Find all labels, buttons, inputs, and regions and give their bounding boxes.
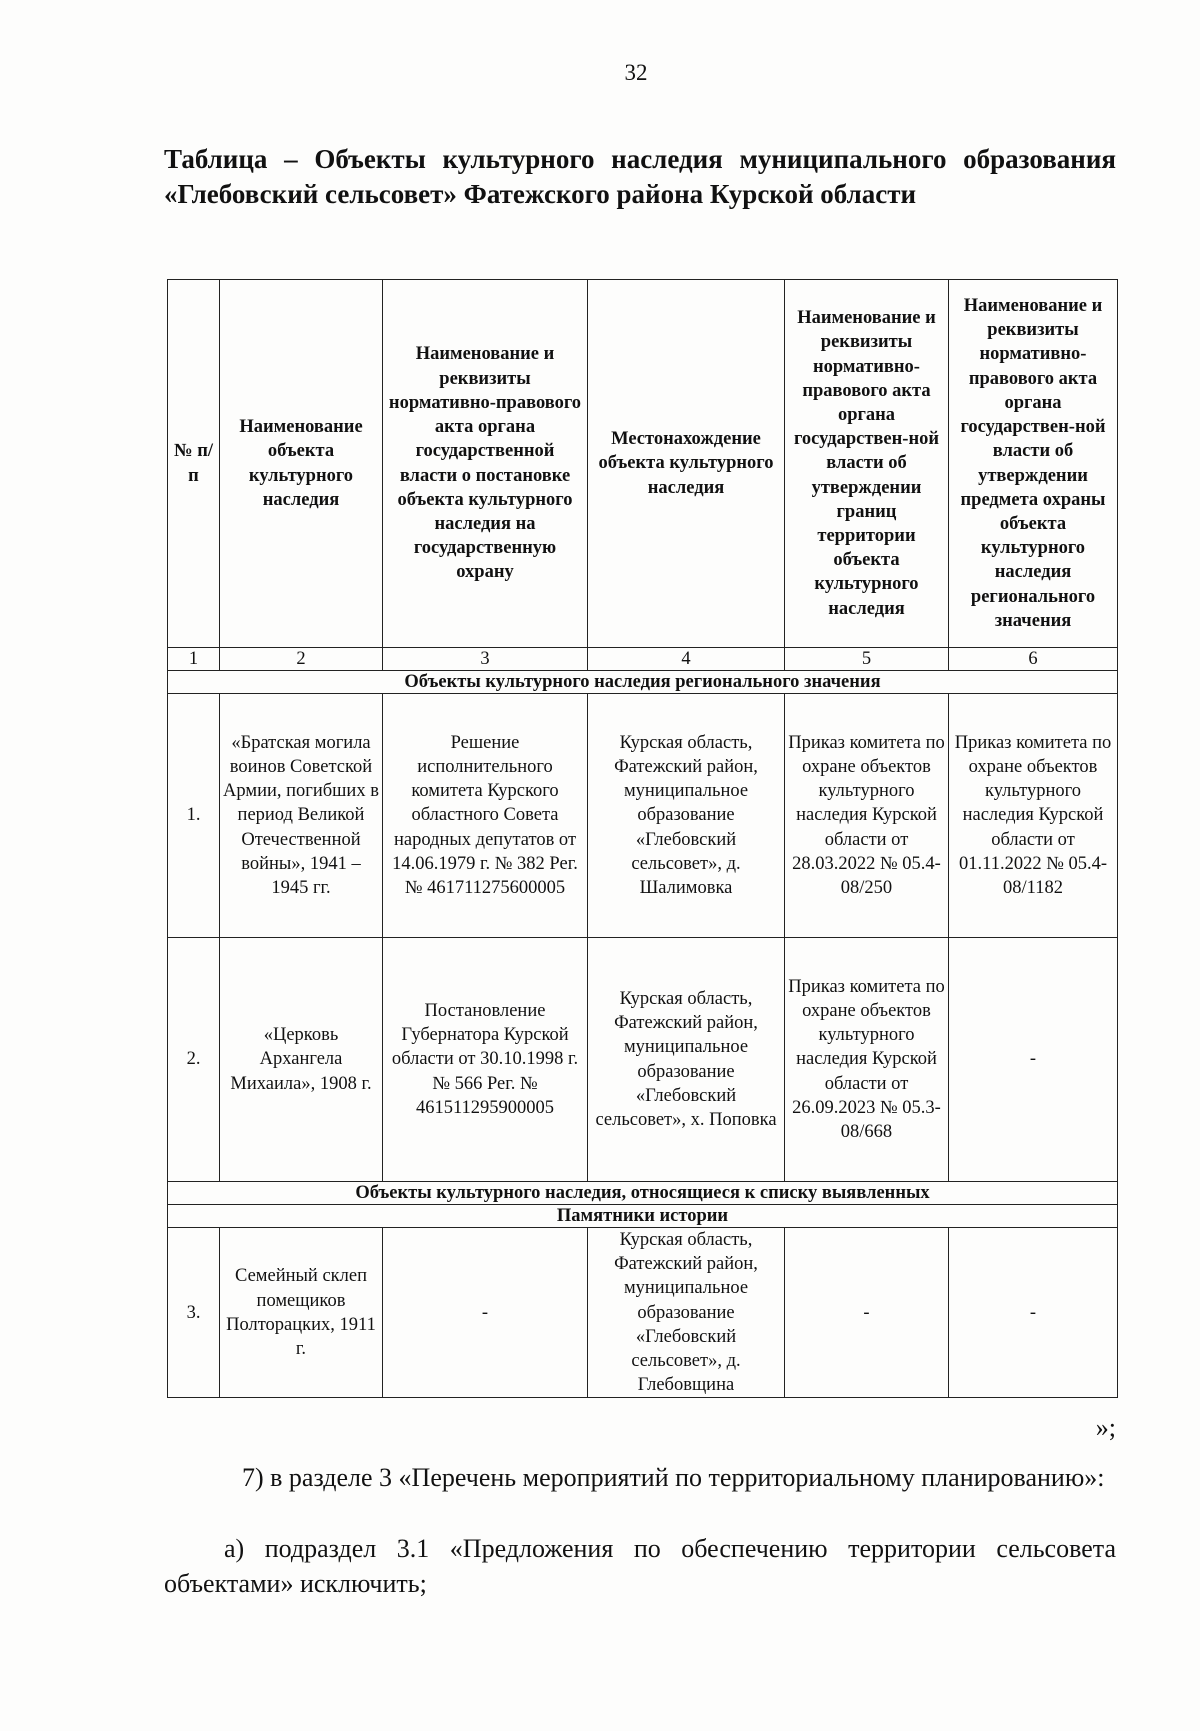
section-row	[168, 671, 1118, 694]
page-number: 32	[624, 60, 648, 85]
cell-act: Постановление Губернатора Курской области от 30.10.1998 г. № 566 Рег. № 461511295900005	[383, 938, 588, 1182]
cell-name: «Церковь Архангела Михаила», 1908 г.	[220, 938, 383, 1182]
cell-num: 1.	[168, 694, 220, 938]
header-name: Наименование объекта культурного наследия	[220, 280, 383, 648]
table-row	[168, 938, 1118, 1182]
cell-subject: -	[949, 1228, 1118, 1398]
column-number: 3	[383, 648, 588, 671]
column-number-row	[168, 648, 1118, 671]
column-number: 4	[588, 648, 785, 671]
cell-borders: Приказ комитета по охране объектов культурного наследия Курской области от 28.03.2022 № 05.4-08/250	[785, 694, 949, 938]
cell-borders: -	[785, 1228, 949, 1398]
cell-act: -	[383, 1228, 588, 1398]
section-row	[168, 1205, 1118, 1228]
paragraph-subsection-3-1-text: а) подраздел 3.1 «Предложения по обеспечению территории сельсовета объектами» исключить;	[164, 1534, 1116, 1598]
paragraph-section-3	[164, 1460, 1116, 1495]
section-history-monuments: Памятники истории	[168, 1205, 1118, 1228]
column-number: 1	[168, 648, 220, 671]
paragraph-subsection-3-1	[164, 1531, 1116, 1601]
section-identified: Объекты культурного наследия, относящиеся к списку выявленных	[168, 1182, 1118, 1205]
cell-subject: -	[949, 938, 1118, 1182]
header-subject: Наименование и реквизиты нормативно-правового акта органа государствен-ной власти об утверждении предмета охраны объекта культурного наследия регионального значения	[949, 280, 1118, 648]
table-title: Таблица – Объекты культурного наследия муниципального образования «Глебовский сельсовет» Фатежского района Курской области	[164, 144, 1116, 209]
cell-num: 3.	[168, 1228, 220, 1398]
column-number: 2	[220, 648, 383, 671]
header-borders: Наименование и реквизиты нормативно-правового акта органа государствен-ной власти об утверждении границ территории объекта культурного наследия	[785, 280, 949, 648]
section-regional: Объекты культурного наследия регионального значения	[168, 671, 1118, 694]
cell-act: Решение исполнительного комитета Курского областного Совета народных депутатов от 14.06.1979 г. № 382 Рег. № 461711275600005	[383, 694, 588, 938]
column-number: 5	[785, 648, 949, 671]
section-row	[168, 1182, 1118, 1205]
cell-name: Семейный склеп помещиков Полторацких, 1911 г.	[220, 1228, 383, 1398]
closing-quote: »;	[1095, 1413, 1116, 1442]
cell-borders: Приказ комитета по охране объектов культурного наследия Курской области от 26.09.2023 № 05.3-08/668	[785, 938, 949, 1182]
cell-name: «Братская могила воинов Советской Армии, погибших в период Великой Отечественной войны», 1941 – 1945 гг.	[220, 694, 383, 938]
header-num: № п/п	[168, 280, 220, 648]
header-act: Наименование и реквизиты нормативно-правового акта органа государственной власти о постановке объекта культурного наследия на государственную охрану	[383, 280, 588, 648]
paragraph-section-3-text: 7) в разделе 3 «Перечень мероприятий по территориальному планированию»:	[242, 1463, 1105, 1492]
header-row	[168, 280, 1118, 648]
cell-location: Курская область, Фатежский район, муниципальное образование «Глебовский сельсовет», д. Шалимовка	[588, 694, 785, 938]
cell-subject: Приказ комитета по охране объектов культурного наследия Курской области от 01.11.2022 № 05.4-08/1182	[949, 694, 1118, 938]
table-row	[168, 1228, 1118, 1398]
cell-num: 2.	[168, 938, 220, 1182]
column-number: 6	[949, 648, 1118, 671]
header-location: Местонахождение объекта культурного наследия	[588, 280, 785, 648]
heritage-table	[167, 279, 1118, 1398]
cell-location: Курская область, Фатежский район, муниципальное образование «Глебовский сельсовет», д. Глебовщина	[588, 1228, 785, 1398]
cell-location: Курская область, Фатежский район, муниципальное образование «Глебовский сельсовет», х. Поповка	[588, 938, 785, 1182]
table-row	[168, 694, 1118, 938]
